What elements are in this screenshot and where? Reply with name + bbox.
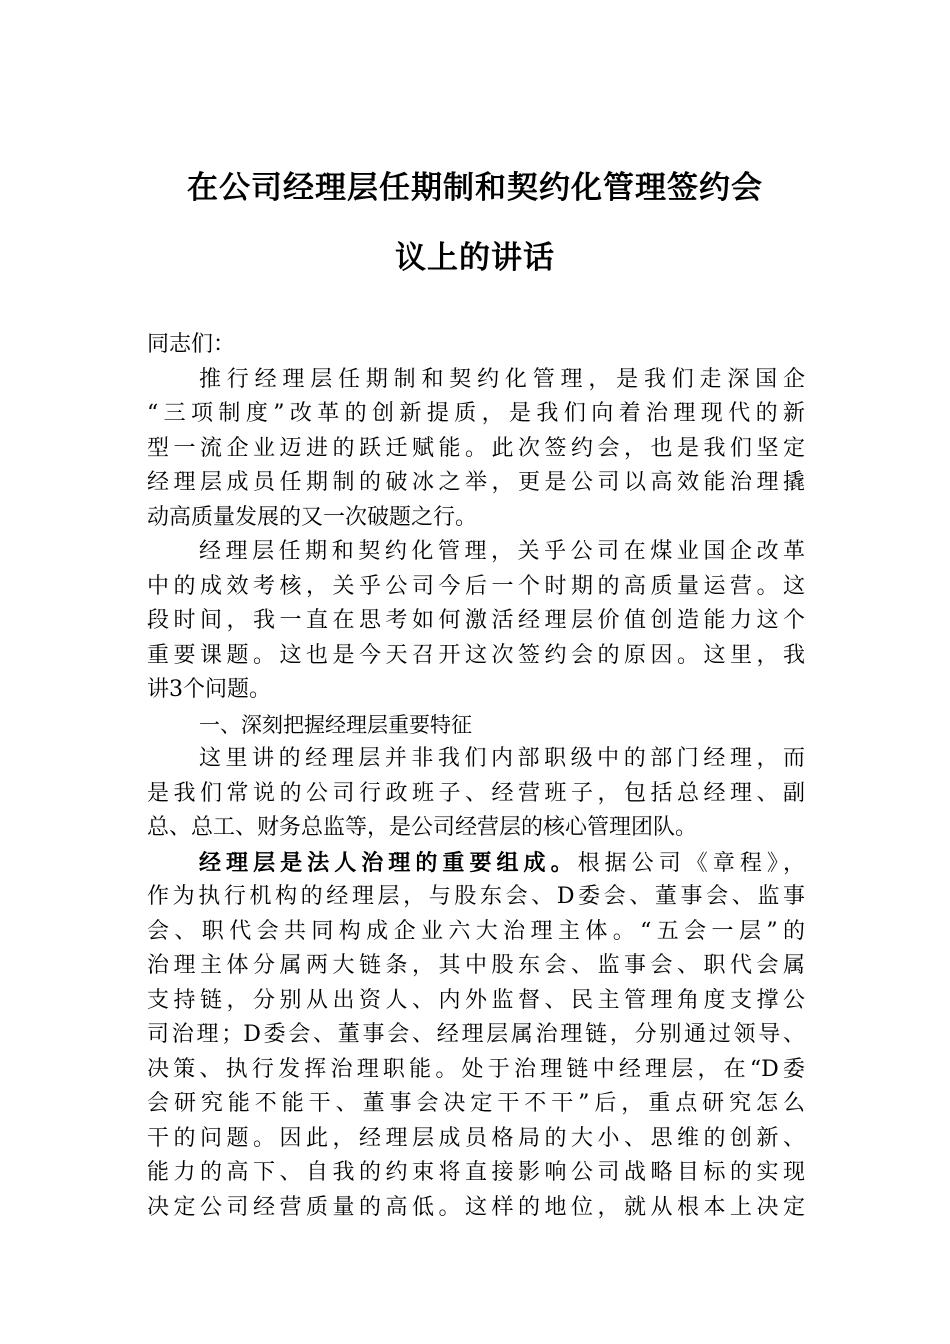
paragraph-2-line: 中的成效考核，关乎公司今后一个时期的高质量运营。这 xyxy=(147,573,805,599)
paragraph-4-line: 支持链，分别从出资人、内外监督、民主管理角度支撑公 xyxy=(147,987,805,1013)
paragraph-3-line: 是我们常说的公司行政班子、经营班子，包括总经理、副 xyxy=(147,780,805,806)
paragraph-4-bold-lead: 经理层是法人治理的重要组成。 xyxy=(199,849,578,876)
paragraph-4-line: 作为执行机构的经理层，与股东会、D委会、董事会、监事 xyxy=(147,884,805,909)
paragraph-2-line: 经理层任期和契约化管理，关乎公司在煤业国企改革 xyxy=(199,539,805,564)
paragraph-1-line: 型一流企业迈进的跃迁赋能。此次签约会，也是我们坚定 xyxy=(147,435,805,461)
paragraph-2-line: 段时间，我一直在思考如何激活经理层价值创造能力这个 xyxy=(147,608,805,633)
paragraph-4-line: 会、职代会共同构成企业六大治理主体。“五会一层”的 xyxy=(147,918,805,944)
paragraph-3-line: 这里讲的经理层并非我们内部职级中的部门经理，而 xyxy=(199,746,805,771)
section-heading-1: 一、深刻把握经理层重要特征 xyxy=(199,712,472,737)
salutation: 同志们： xyxy=(147,332,236,357)
paragraph-4-line: 决策、执行发挥治理职能。处于治理链中经理层，在“D委 xyxy=(147,1056,805,1082)
paragraph-4-line: 治理主体分属两大链条，其中股东会、监事会、职代会属 xyxy=(147,953,805,978)
paragraph-2-line: 讲3个问题。 xyxy=(147,677,271,702)
paragraph-4-line: 会研究能不能干、董事会决定干不干”后，重点研究怎么 xyxy=(147,1091,805,1116)
paragraph-2-line: 重要课题。这也是今天召开这次签约会的原因。这里，我 xyxy=(147,642,805,668)
paragraph-3-line: 总、总工、财务总监等，是公司经营层的核心管理团队。 xyxy=(147,815,698,840)
paragraph-4-line: 干的问题。因此，经理层成员格局的大小、思维的创新、 xyxy=(147,1125,805,1151)
paragraph-4-first-line xyxy=(147,846,805,881)
paragraph-1-line: “三项制度”改革的创新提质，是我们向着治理现代的新 xyxy=(147,401,805,426)
paragraph-4-lead-rest: 根据公司《章程》， xyxy=(577,850,805,876)
paragraph-1-line: 经理层成员任期制的破冰之举，更是公司以高效能治理撬 xyxy=(147,470,805,495)
document-body xyxy=(147,328,805,1225)
paragraph-1-line: 动高质量发展的又一次破题之行。 xyxy=(147,504,478,530)
paragraph-4-line: 司治理；D委会、董事会、经理层属治理链，分别通过领导、 xyxy=(147,1022,805,1047)
document-title-line-1: 在公司经理层任期制和契约化管理签约会 xyxy=(187,170,763,206)
paragraph-4-line: 决定公司经营质量的高低。这样的地位，就从根本上决定 xyxy=(147,1194,805,1220)
paragraph-4-line: 能力的高下、自我的约束将直接影响公司战略目标的实现 xyxy=(147,1160,805,1185)
document-title-line-2: 议上的讲话 xyxy=(395,240,555,276)
paragraph-1-line: 推行经理层任期制和契约化管理，是我们走深国企 xyxy=(199,366,805,392)
